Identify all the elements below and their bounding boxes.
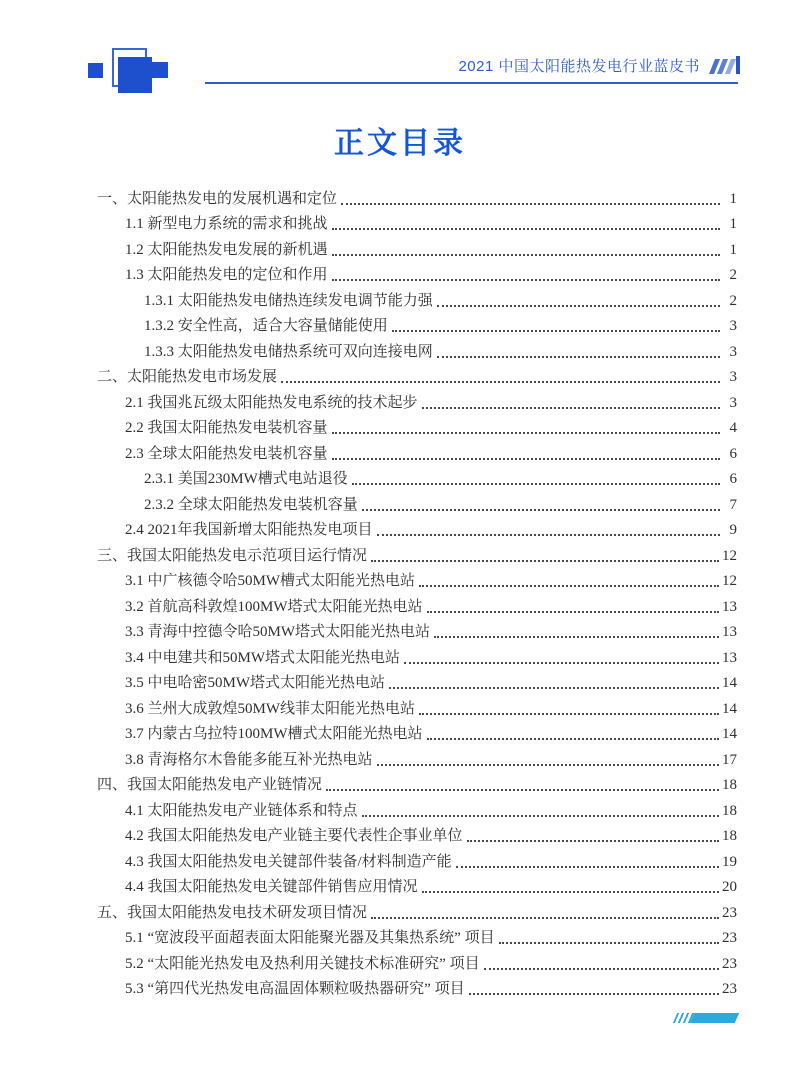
dot-leader (332, 279, 720, 281)
toc-entry-page: 23 (722, 955, 737, 972)
toc-entry-label: 2.3 全球太阳能热发电装机容量 (125, 445, 328, 462)
toc-entry-label: 5.1 “宽波段平面超表面太阳能聚光器及其集热系统” 项目 (125, 930, 495, 947)
toc-entry-label: 2.3.2 全球太阳能热发电装机容量 (144, 496, 358, 513)
dot-leader (332, 458, 720, 460)
toc-entry-label: 1.2 太阳能热发电发展的新机遇 (125, 241, 328, 258)
toc-entry[interactable] (97, 285, 737, 311)
toc-entry[interactable] (97, 897, 737, 923)
toc-entry-page: 18 (722, 802, 737, 819)
toc-entry-page: 12 (722, 573, 737, 590)
footer-solid-bar-icon (690, 1013, 739, 1023)
dot-leader (371, 917, 719, 919)
dot-leader (362, 815, 719, 817)
toc-entry-page: 1 (729, 241, 737, 258)
toc-entry-label: 3.2 首航高科敦煌100MW塔式太阳能光热电站 (125, 598, 423, 615)
toc-entry-label: 四、我国太阳能热发电产业链情况 (97, 777, 323, 794)
toc-entry-label: 1.3.3 太阳能热发电储热系统可双向连接电网 (144, 343, 433, 360)
toc-entry[interactable] (97, 515, 737, 541)
toc-entry-page: 18 (722, 828, 737, 845)
toc-entry-page: 14 (722, 700, 737, 717)
dot-leader (419, 585, 719, 587)
dot-leader (332, 432, 720, 434)
toc-entry-page: 2 (729, 292, 737, 309)
toc-entry-page: 23 (722, 981, 737, 998)
toc-entry[interactable] (97, 260, 737, 286)
toc-entry[interactable] (97, 362, 737, 388)
toc-entry-page: 14 (722, 726, 737, 743)
toc-entry-label: 2.3.1 美国230MW槽式电站退役 (144, 471, 348, 488)
toc-entry[interactable] (97, 336, 737, 362)
toc-entry[interactable] (97, 387, 737, 413)
toc-entry-label: 一、太阳能热发电的发展机遇和定位 (97, 190, 338, 207)
dot-leader (419, 713, 719, 715)
footer-accent-bar-icon (673, 1013, 739, 1023)
toc-list (97, 183, 737, 999)
toc-entry[interactable] (97, 489, 737, 515)
toc-entry-label: 三、我国太阳能热发电示范项目运行情况 (97, 547, 368, 564)
dot-leader (362, 509, 720, 511)
toc-entry[interactable] (97, 438, 737, 464)
dot-leader (467, 840, 719, 842)
toc-entry-page: 7 (729, 496, 737, 513)
toc-entry-label: 5.2 “太阳能光热发电及热利用关键技术标准研究” 项目 (125, 955, 480, 972)
toc-entry[interactable] (97, 591, 737, 617)
toc-entry-page: 3 (729, 343, 737, 360)
dot-leader (332, 254, 720, 256)
toc-entry[interactable] (97, 540, 737, 566)
toc-entry[interactable] (97, 923, 737, 949)
header-divider (205, 82, 738, 84)
toc-entry-label: 3.5 中电哈密50MW塔式太阳能光热电站 (125, 675, 385, 692)
dot-leader (281, 381, 720, 383)
toc-entry-label: 1.3.1 太阳能热发电储热连续发电调节能力强 (144, 292, 433, 309)
toc-entry-label: 3.8 青海格尔木鲁能多能互补光热电站 (125, 751, 373, 768)
dot-leader (499, 942, 719, 944)
dot-leader (422, 891, 719, 893)
logo-square-small-left-icon (88, 63, 103, 78)
dot-leader (437, 356, 720, 358)
toc-entry[interactable] (97, 872, 737, 898)
toc-entry-page: 3 (729, 369, 737, 386)
toc-entry-page: 13 (722, 598, 737, 615)
toc-entry[interactable] (97, 795, 737, 821)
dot-leader (404, 662, 719, 664)
toc-entry-label: 4.3 我国太阳能热发电关键部件装备/材料制造产能 (125, 853, 452, 870)
toc-entry-label: 5.3 “第四代光热发电高温固体颗粒吸热器研究” 项目 (125, 981, 465, 998)
toc-entry-page: 18 (722, 777, 737, 794)
toc-entry[interactable] (97, 234, 737, 260)
toc-entry[interactable] (97, 413, 737, 439)
dot-leader (427, 611, 720, 613)
dot-leader (371, 560, 719, 562)
header-booklet-title: 2021 中国太阳能热发电行业蓝皮书 (458, 58, 700, 75)
toc-entry[interactable] (97, 642, 737, 668)
dot-leader (341, 203, 720, 205)
toc-entry[interactable] (97, 668, 737, 694)
dot-leader (326, 789, 719, 791)
toc-entry[interactable] (97, 719, 737, 745)
toc-entry-label: 1.1 新型电力系统的需求和挑战 (125, 216, 328, 233)
publisher-logo (88, 48, 178, 98)
toc-entry-page: 1 (729, 216, 737, 233)
toc-entry-page: 4 (729, 420, 737, 437)
dot-leader (332, 228, 720, 230)
toc-entry-page: 20 (722, 879, 737, 896)
dot-leader (484, 968, 719, 970)
toc-entry-page: 1 (729, 190, 737, 207)
toc-entry[interactable] (97, 948, 737, 974)
toc-entry-page: 3 (729, 318, 737, 335)
dot-leader (437, 305, 720, 307)
toc-entry-label: 二、太阳能热发电市场发展 (97, 369, 278, 386)
toc-entry-label: 2.1 我国兆瓦级太阳能热发电系统的技术起步 (125, 394, 418, 411)
toc-entry-label: 五、我国太阳能热发电技术研发项目情况 (97, 904, 368, 921)
logo-square-small-right-icon (152, 62, 168, 78)
toc-entry-label: 2.2 我国太阳能热发电装机容量 (125, 420, 328, 437)
toc-entry[interactable] (97, 464, 737, 490)
toc-entry-label: 3.1 中广核德令哈50MW槽式太阳能光热电站 (125, 573, 415, 590)
dot-leader (392, 330, 720, 332)
toc-entry-page: 6 (729, 471, 737, 488)
toc-entry-page: 6 (729, 445, 737, 462)
toc-entry-page: 23 (722, 930, 737, 947)
toc-entry-page: 13 (722, 649, 737, 666)
toc-entry-page: 12 (722, 547, 737, 564)
toc-entry-label: 3.7 内蒙古乌拉特100MW槽式太阳能光热电站 (125, 726, 423, 743)
toc-entry-label: 4.4 我国太阳能热发电关键部件销售应用情况 (125, 879, 418, 896)
toc-entry-page: 23 (722, 904, 737, 921)
header-slashes-icon (712, 56, 740, 74)
toc-entry-label: 3.6 兰州大成敦煌50MW线菲太阳能光热电站 (125, 700, 415, 717)
page-title: 正文目录 (334, 127, 466, 160)
toc-entry-label: 2.4 2021年我国新增太阳能热发电项目 (125, 522, 373, 539)
toc-entry-label: 4.2 我国太阳能热发电产业链主要代表性企事业单位 (125, 828, 463, 845)
toc-entry[interactable] (97, 744, 737, 770)
toc-entry[interactable] (97, 770, 737, 796)
dot-leader (427, 738, 720, 740)
toc-entry-page: 13 (722, 624, 737, 641)
dot-leader (434, 636, 719, 638)
dot-leader (377, 764, 719, 766)
toc-entry[interactable] (97, 617, 737, 643)
toc-entry-page: 19 (722, 853, 737, 870)
toc-entry-page: 17 (722, 751, 737, 768)
toc-entry[interactable] (97, 821, 737, 847)
toc-entry[interactable] (97, 693, 737, 719)
toc-entry[interactable] (97, 566, 737, 592)
toc-entry-page: 2 (729, 267, 737, 284)
toc-entry[interactable] (97, 183, 737, 209)
dot-leader (377, 534, 720, 536)
toc-entry[interactable] (97, 209, 737, 235)
dot-leader (422, 407, 720, 409)
toc-entry-label: 3.4 中电建共和50MW塔式太阳能光热电站 (125, 649, 400, 666)
toc-entry-label: 1.3 太阳能热发电的定位和作用 (125, 267, 328, 284)
logo-square-filled-icon (118, 57, 152, 93)
toc-entry-label: 1.3.2 安全性高，适合大容量储能使用 (144, 318, 388, 335)
toc-entry-label: 4.1 太阳能热发电产业链体系和特点 (125, 802, 358, 819)
toc-entry[interactable] (97, 311, 737, 337)
toc-entry-label: 3.3 青海中控德令哈50MW塔式太阳能光热电站 (125, 624, 430, 641)
dot-leader (456, 866, 719, 868)
toc-entry[interactable] (97, 846, 737, 872)
vertical-bar-icon (736, 56, 740, 74)
toc-entry[interactable] (97, 974, 737, 1000)
dot-leader (352, 483, 720, 485)
dot-leader (469, 993, 719, 995)
toc-entry-page: 14 (722, 675, 737, 692)
toc-entry-page: 3 (729, 394, 737, 411)
toc-entry-page: 9 (729, 522, 737, 539)
dot-leader (389, 687, 719, 689)
